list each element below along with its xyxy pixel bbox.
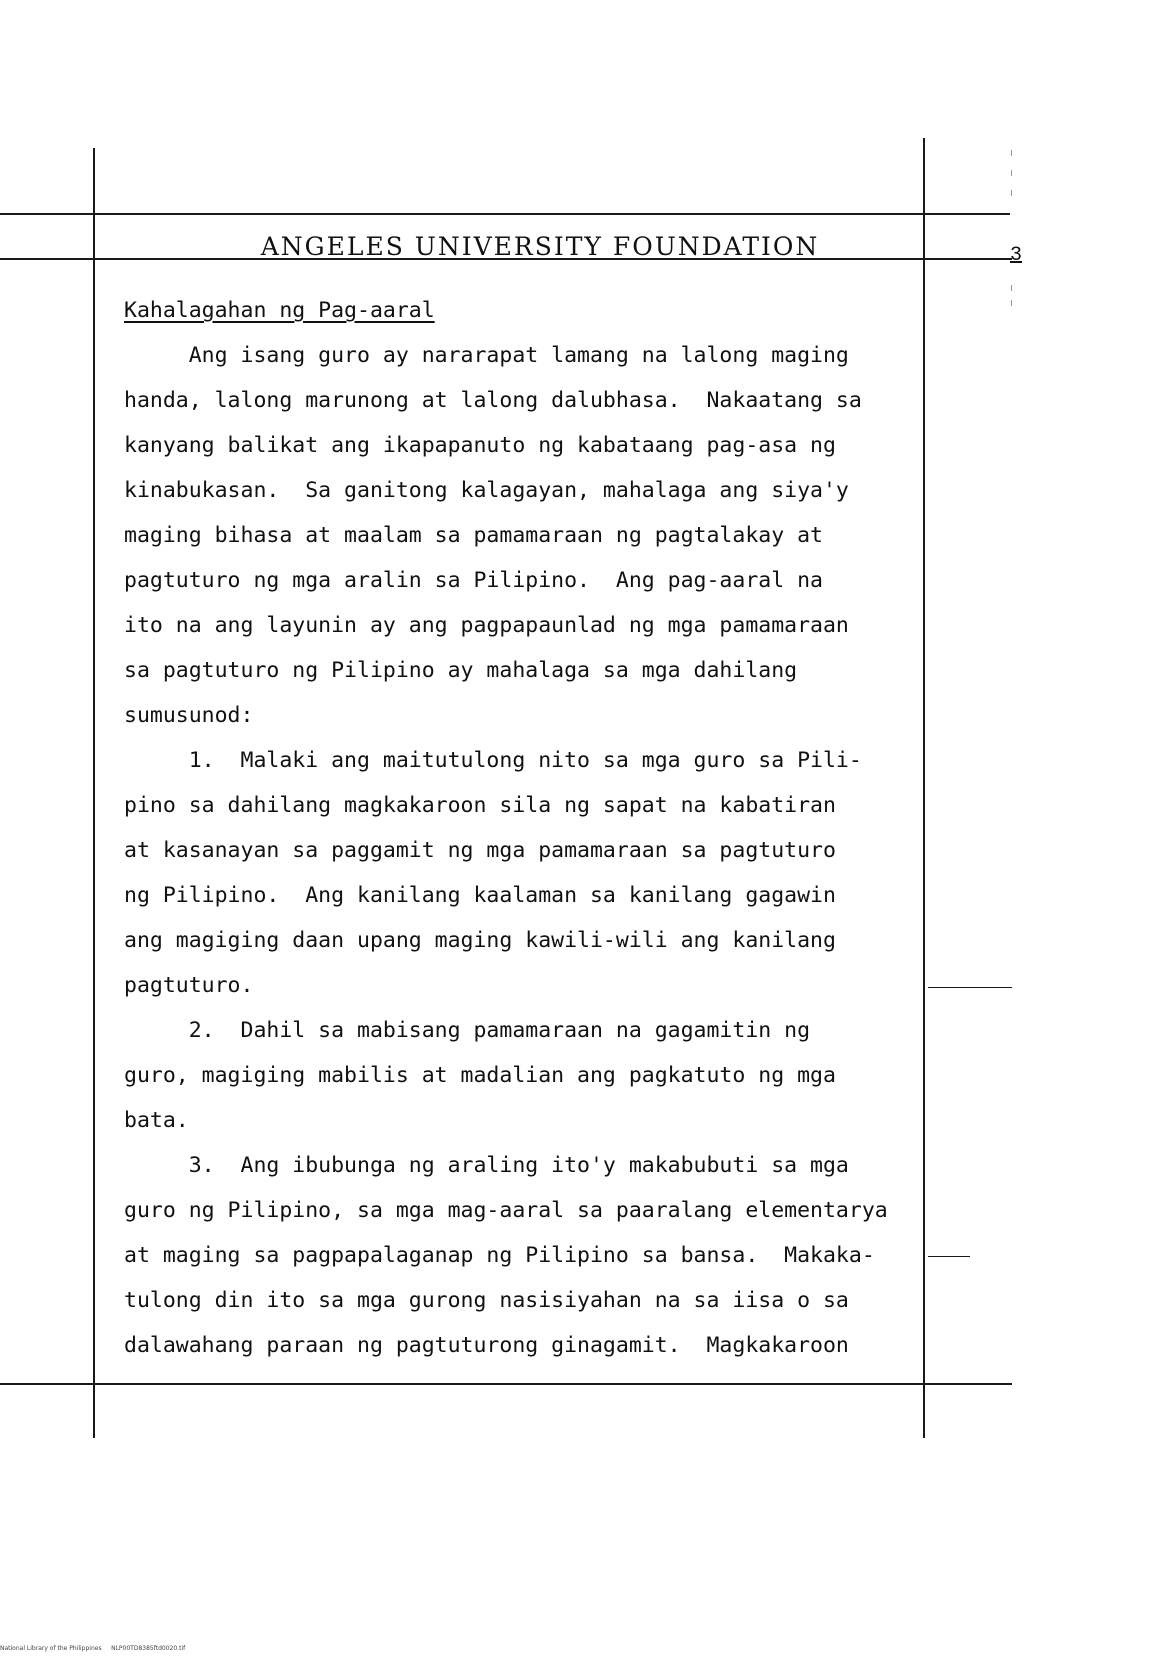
body-line: ng Pilipino. Ang kanilang kaalaman sa kanilang gagawin bbox=[124, 883, 836, 908]
margin-tick-2 bbox=[928, 1256, 970, 1257]
body-line: bata. bbox=[124, 1108, 189, 1133]
body-line: pagtuturo ng mga aralin sa Pilipino. Ang pag-aaral na bbox=[124, 568, 823, 593]
header-top-rule bbox=[0, 213, 1010, 215]
body-line: sa pagtuturo ng Pilipino ay mahalaga sa mga dahilang bbox=[124, 658, 798, 683]
scan-mark bbox=[1011, 170, 1012, 176]
body-line: guro, magiging mabilis at madalian ang pagkatuto ng mga bbox=[124, 1063, 836, 1088]
body-line: 3. Ang ibubunga ng araling ito'y makabubuti sa mga bbox=[124, 1153, 849, 1178]
body-line: at maging sa pagpapalaganap ng Pilipino sa bansa. Makaka- bbox=[124, 1243, 875, 1268]
page-number: 3 bbox=[1010, 244, 1023, 267]
body-line: 2. Dahil sa mabisang pamamaraan na gagamitin ng bbox=[124, 1018, 811, 1043]
body-line: pino sa dahilang magkakaroon sila ng sapat na kabatiran bbox=[124, 793, 836, 818]
scan-mark bbox=[1011, 150, 1012, 156]
body-line: tulong din ito sa mga gurong nasisiyahan na sa iisa o sa bbox=[124, 1288, 849, 1313]
section-heading: Kahalagahan ng Pag-aaral bbox=[124, 298, 435, 323]
scan-mark bbox=[1011, 300, 1012, 306]
footer-rule bbox=[0, 1383, 1012, 1385]
body-line: dalawahang paraan ng pagtuturong ginagamit. Magkakaroon bbox=[124, 1333, 849, 1358]
margin-tick-1 bbox=[928, 987, 1012, 988]
body-line: handa, lalong marunong at lalong dalubhasa. Nakaatang sa bbox=[124, 388, 862, 413]
body-line: pagtuturo. bbox=[124, 973, 254, 998]
frame-right-vertical bbox=[923, 138, 925, 1438]
body-line: maging bihasa at maalam sa pamamaraan ng pagtalakay at bbox=[124, 523, 823, 548]
scan-mark bbox=[1011, 190, 1012, 196]
body-line: 1. Malaki ang maitutulong nito sa mga guro sa Pili- bbox=[124, 748, 862, 773]
body-line: kanyang balikat ang ikapapanuto ng kabataang pag-asa ng bbox=[124, 433, 836, 458]
body-line: Ang isang guro ay nararapat lamang na lalong maging bbox=[124, 343, 849, 368]
body-line: at kasanayan sa paggamit ng mga pamamaraan sa pagtuturo bbox=[124, 838, 836, 863]
frame-left-vertical bbox=[93, 148, 95, 1438]
body-line: ang magiging daan upang maging kawili-wili ang kanilang bbox=[124, 928, 836, 953]
scan-footer-caption: National Library of the Philippines NLP00TD8385ftd0020.tif bbox=[0, 1645, 186, 1652]
body-line: sumusunod: bbox=[124, 703, 254, 728]
body-line: kinabukasan. Sa ganitong kalagayan, mahalaga ang siya'y bbox=[124, 478, 849, 503]
institution-header: ANGELES UNIVERSITY FOUNDATION bbox=[260, 232, 820, 261]
scan-mark bbox=[1011, 285, 1012, 291]
body-line: guro ng Pilipino, sa mga mag-aaral sa paaralang elementarya bbox=[124, 1198, 888, 1223]
body-line: ito na ang layunin ay ang pagpapaunlad ng mga pamamaraan bbox=[124, 613, 849, 638]
